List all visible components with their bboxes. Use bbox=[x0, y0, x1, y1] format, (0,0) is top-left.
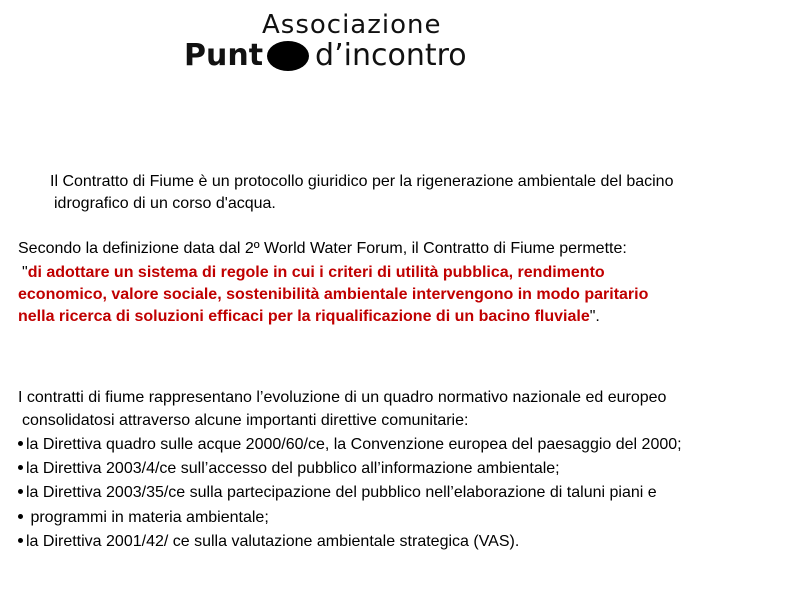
directive-list-item: la Direttiva quadro sulle acque 2000/60/ce, la Convenzione europea del paesaggio del 2000; bbox=[18, 433, 682, 457]
bullet-icon bbox=[18, 538, 23, 543]
logo-word-punt: Punt bbox=[184, 38, 264, 73]
directive-list-item: la Direttiva 2001/42/ ce sulla valutazione ambientale strategica (VAS). bbox=[18, 530, 519, 554]
definition-quote-line-1 bbox=[22, 261, 605, 285]
bullet-icon bbox=[18, 514, 23, 519]
directive-list-item: la Direttiva 2003/4/ce sull’accesso del pubblico all’informazione ambientale; bbox=[18, 457, 560, 481]
definition-lead: Secondo la definizione data dal 2º World Water Forum, il Contratto di Fiume permette: bbox=[18, 240, 627, 257]
intro-line-2: idrografico di un corso d'acqua. bbox=[54, 195, 276, 212]
quote-open: " bbox=[22, 264, 28, 281]
logo-ball-icon bbox=[267, 41, 309, 71]
quote-text-3: nella ricerca di soluzioni efficaci per la riqualificazione di un bacino fluviale bbox=[18, 308, 590, 325]
intro-line-1: Il Contratto di Fiume è un protocollo giuridico per la rigenerazione ambientale del bacino bbox=[50, 173, 674, 190]
logo-word-dincontro: d’incontro bbox=[315, 38, 467, 73]
bullet-icon bbox=[18, 441, 23, 446]
bullet-icon bbox=[18, 489, 23, 494]
logo-line-associazione: Associazione bbox=[262, 10, 442, 40]
contracts-line-2: consolidatosi attraverso alcune importanti direttive comunitarie: bbox=[22, 412, 469, 429]
logo-line-punto bbox=[184, 38, 467, 73]
directive-list-item: la Direttiva 2003/35/ce sulla partecipazione del pubblico nell’elaborazione di taluni piani e bbox=[18, 481, 657, 505]
contracts-line-1: I contratti di fiume rappresentano l’evoluzione di un quadro normativo nazionale ed europeo bbox=[18, 389, 667, 406]
bullet-icon bbox=[18, 465, 23, 470]
definition-quote-line-2: economico, valore sociale, sostenibilità ambientale intervengono in modo paritario bbox=[18, 286, 649, 303]
directive-list-item: programmi in materia ambientale; bbox=[18, 506, 269, 530]
quote-text-1: di adottare un sistema di regole in cui i criteri di utilità pubblica, rendimento bbox=[27, 264, 605, 281]
quote-close: ". bbox=[589, 308, 600, 325]
association-logo bbox=[178, 8, 618, 78]
definition-quote-line-3 bbox=[18, 305, 600, 329]
